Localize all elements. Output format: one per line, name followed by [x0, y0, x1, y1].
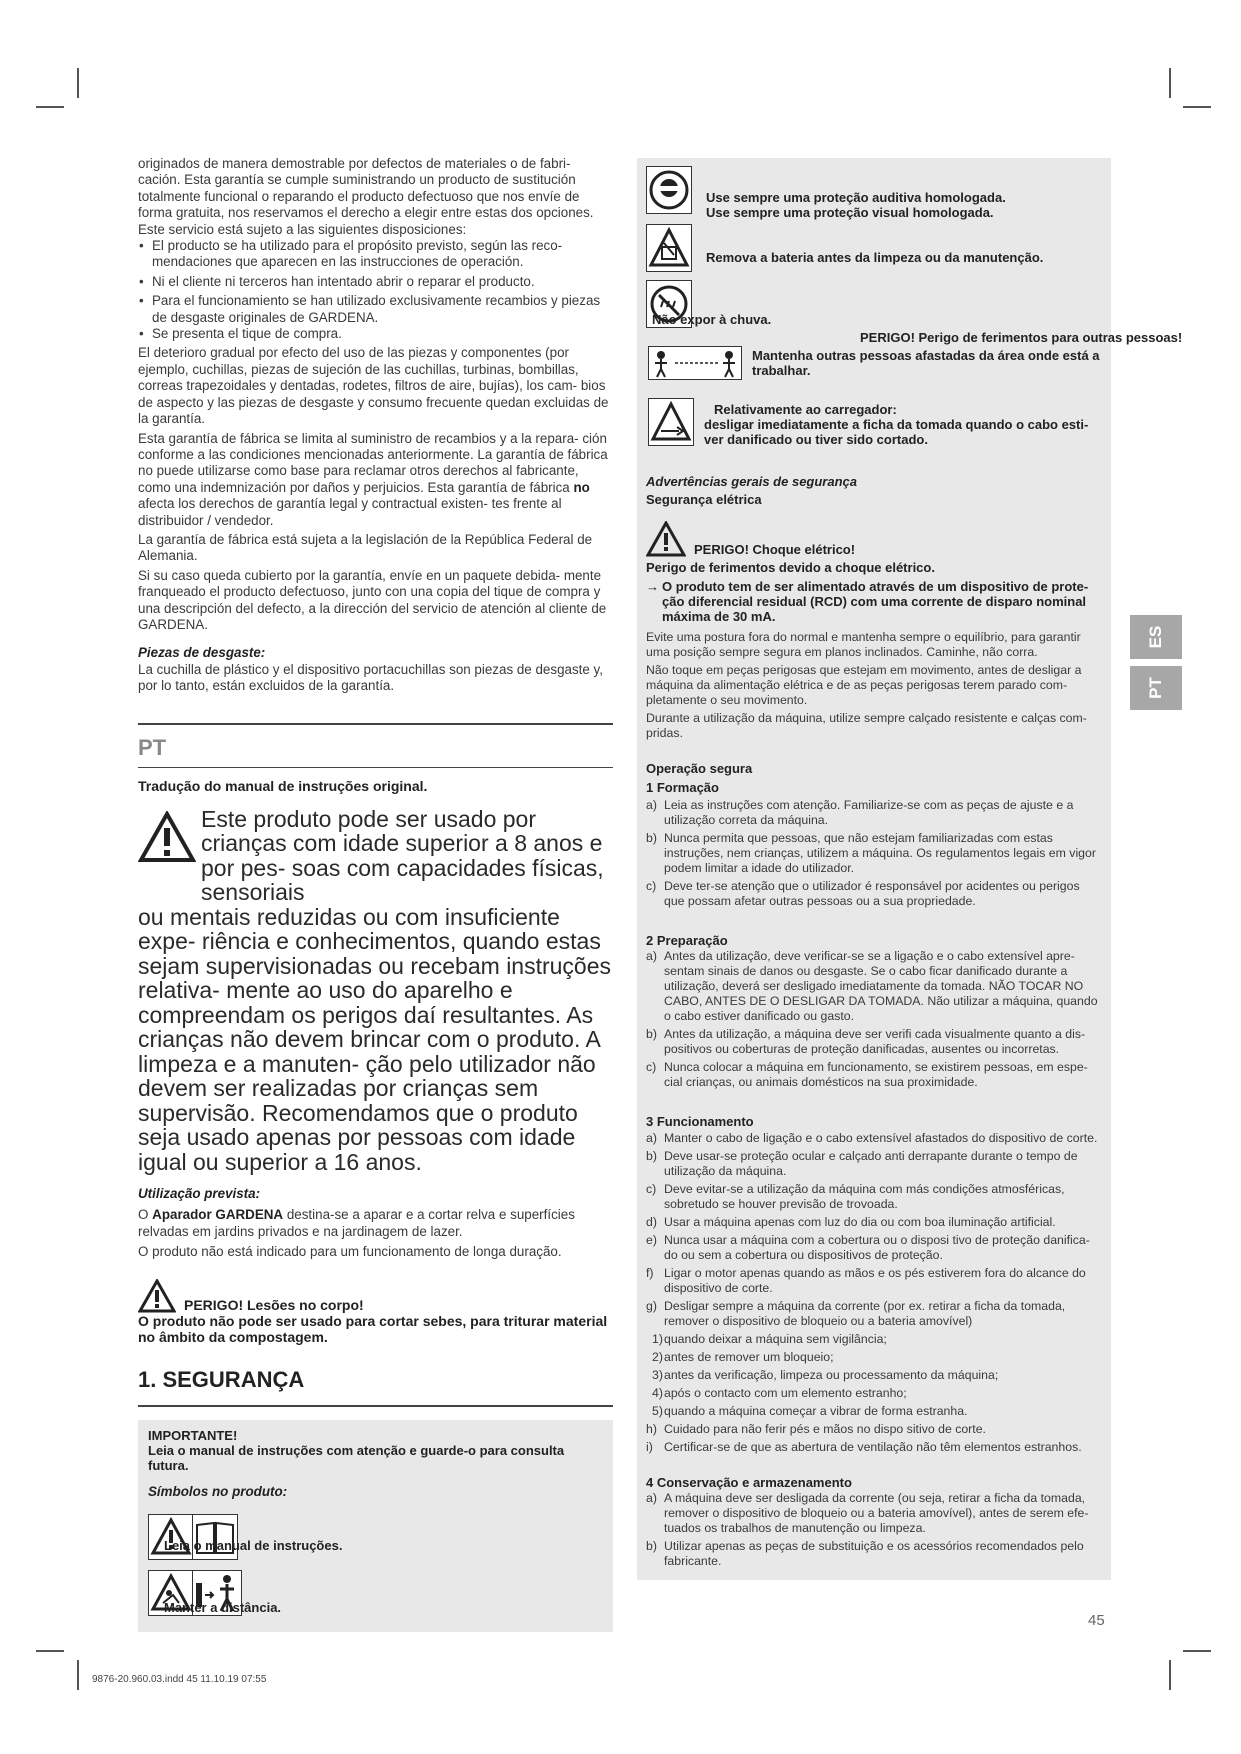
es-wear-parts-title: Piezas de desgaste:: [138, 645, 266, 661]
es-warranty-intro: originados de manera demostrable por defectos de materiales o de fabri- cación. Esta garantía se cumple suministrando un producto de sustitución totalmente funcional o reparando el producto defectuoso que nos envíe de forma gratuita, nos reservamos el derecho a elegir entre estas dos opciones. Este servicio está sujeto a las siguientes disposiciones:: [138, 156, 594, 237]
rcd-requirement: [646, 579, 1102, 624]
moving-parts-paragraph: Não toque em peças perigosas que estejam em movimento, antes de desligar a máquina da alimentação elétrica e de as peças perigosas terem parado com- pletamente o seu movimento.: [646, 663, 1082, 708]
divider: [138, 723, 613, 725]
other-persons-text: Mantenha outras pessoas afastadas da área onde está a trabalhar.: [752, 348, 1100, 378]
es-factory-warranty-paragraph: [138, 431, 613, 529]
item-text: Antes da utilização, deve verificar-se se a ligação e o cabo extensível apre- sentam sinais de danos ou desgaste. Se o cabo ficar danificado durante a utilização, deverá ser desligado imediatamente da tomada. NÃO TOCAR NO CABO, ANTES DE O DESLIGAR DA TOMADA. Não utilizar a máquina, quando o cabo estiver danificado ou gasto.: [664, 949, 1098, 1024]
print-footer: 9876-20.960.03.indd 45 11.10.19 07:55: [92, 1674, 267, 1685]
manual-symbol: [192, 1514, 238, 1560]
symbols-title: Símbolos no produto:: [148, 1483, 288, 1499]
electric-shock-warning: [646, 521, 1102, 557]
list-item: [646, 1149, 1102, 1179]
battery-symbol: [646, 224, 692, 272]
item-text: Deve ter-se atenção que o utilizador é responsável por acidentes ou perigos que possam afetar outras pessoas ou a sua propriedade.: [664, 879, 1080, 909]
other-persons-title: PERIGO! Perigo de ferimentos para outras pessoas!: [860, 330, 1183, 345]
symbol-charger: [646, 388, 1102, 460]
symbol-protection-text: [706, 190, 1006, 220]
item-text: Nunca colocar a máquina em funcionamento, se existirem pessoas, em espe- cial crianças, ou animais domésticos na sua proximidade.: [664, 1060, 1088, 1090]
item-label: c): [646, 1181, 657, 1196]
language-tab-es[interactable]: [1130, 615, 1182, 659]
symbol-remove-battery: [646, 218, 1102, 274]
list-item: [646, 1299, 1102, 1329]
warning-triangle-icon: [646, 521, 686, 557]
clothing-paragraph: Durante a utilização da máquina, utilize sempre calçado resistente e calças com- pridas.: [646, 711, 1087, 741]
symbol-keep-distance-label: Manter a distância.: [164, 1600, 282, 1616]
crop-mark: [77, 68, 79, 98]
left-column: [138, 156, 613, 1632]
safety-section-title: 1. SEGURANÇA: [138, 1367, 305, 1393]
training-list: [646, 798, 1102, 909]
charger-warning-icon: [649, 399, 693, 445]
ear-eye-protection-icon: [647, 167, 691, 213]
list-item: [646, 1182, 1102, 1212]
list-item: [646, 1440, 1102, 1455]
important-title: IMPORTANTE!: [148, 1427, 238, 1443]
list-item: • Ni el cliente ni terceros han intentado abrir o reparar el producto.: [138, 274, 613, 290]
child-safety-text-first: Este produto pode ser usado por crianças com idade superior a 8 anos e por pes- soas com capacidades físicas, sensoriais: [201, 805, 604, 905]
item-text: Deve usar-se proteção ocular e calçado anti derrapante durante o tempo de utilização da máquina.: [664, 1148, 1078, 1178]
symbol-other-persons: [646, 328, 1183, 388]
es-wear-parts-text: La cuchilla de plástico y el dispositivo portacuchillas son piezas de desgaste y, por lo tanto, están excluidos de la garantía.: [138, 661, 603, 694]
item-text: Manter o cabo de ligação e o cabo extensível afastados do dispositivo de corte.: [664, 1130, 1098, 1145]
battery-warning-icon: [647, 225, 691, 271]
item-text: Nunca permita que pessoas, que não estejam familiarizadas com estas instruções, nem crianças, utilizem a máquina. Os regulamentos legais em vigor podem limitar a idade do utilizador.: [664, 831, 1096, 876]
list-item: [646, 879, 1102, 909]
list-item: [646, 1422, 1102, 1437]
item-text: antes de remover um bloqueio;: [664, 1349, 834, 1364]
item-label: a): [646, 798, 657, 813]
item-label: c): [646, 879, 657, 894]
crop-mark: [1183, 106, 1211, 108]
charger-text: [704, 402, 1102, 447]
list-item: [646, 949, 1102, 1024]
item-text: antes da verificação, limpeza ou processamento da máquina;: [664, 1367, 999, 1382]
list-item: [646, 1404, 1102, 1419]
item-label: g): [646, 1298, 657, 1313]
item-text: Utilizar apenas as peças de substituição e os acessórios recomendados pelo fabricante.: [664, 1539, 1084, 1569]
item-label: c): [646, 1060, 657, 1075]
hearing-protection-label: Use sempre uma proteção auditiva homologada.: [706, 190, 1006, 205]
item-text: Deve evitar-se a utilização da máquina com más condições atmosféricas, sobretudo se houver previsão de trovoada.: [664, 1181, 1065, 1211]
electric-shock-subtitle: Perigo de ferimentos devido a choque elétrico.: [646, 559, 935, 575]
list-item: [646, 1060, 1102, 1090]
electric-shock-title: PERIGO! Choque elétrico!: [694, 541, 856, 557]
list-item: [646, 1386, 1102, 1401]
es-factory-warranty-text-b: afecta los derechos de garantía legal y contractual existen- tes frente al distribuidor / vendedor.: [138, 496, 562, 528]
maintenance-list: [646, 1491, 1102, 1569]
item-text: Usar a máquina apenas com luz do dia ou com boa iluminação artificial.: [664, 1214, 1056, 1229]
item-label: 1): [652, 1331, 663, 1346]
crop-mark: [36, 1650, 64, 1652]
protection-symbol: [646, 166, 692, 214]
safe-operation-title: Operação segura: [646, 761, 753, 777]
danger-injury-block: [138, 1279, 613, 1346]
es-conditions-list: [138, 238, 613, 342]
danger-injury-title: PERIGO! Lesões no corpo!: [184, 1296, 364, 1313]
item-label: f): [646, 1265, 654, 1280]
list-item: • Para el funcionamiento se han utilizado exclusivamente recambios y piezas de desgaste originales de GARDENA.: [138, 293, 613, 326]
item-label: 2): [652, 1349, 663, 1364]
remove-battery-label: Remova a bateria antes da limpeza ou da manutenção.: [706, 250, 1044, 265]
list-item: [646, 1215, 1102, 1230]
language-tab-pt[interactable]: [1130, 666, 1182, 710]
symbol-keep-distance: [148, 1570, 603, 1620]
symbol-no-rain: [646, 274, 1102, 328]
language-tab-es-label: ES: [1146, 625, 1165, 649]
child-safety-warning: [138, 807, 613, 1175]
warning-triangle-icon: [138, 811, 196, 863]
item-label: e): [646, 1232, 657, 1247]
item-label: 5): [652, 1403, 663, 1418]
list-item: [646, 1233, 1102, 1263]
pt-intended-use-a: O: [138, 1207, 149, 1223]
list-item: [646, 1131, 1102, 1146]
list-item: [646, 1027, 1102, 1057]
item-text: quando deixar a máquina sem vigilância;: [664, 1331, 887, 1346]
list-item: [646, 1266, 1102, 1296]
item-text: Nunca usar a máquina com a cobertura ou o disposi tivo de proteção danifica- do ou sem a cobertura ou dispositivos de proteção.: [664, 1232, 1090, 1262]
pt-duration-note: O produto não está indicado para um funcionamento de longa duração.: [138, 1244, 562, 1260]
language-tab-pt-label: PT: [1146, 677, 1165, 699]
item-label: d): [646, 1214, 657, 1229]
eye-protection-label: Use sempre uma proteção visual homologada.: [706, 205, 994, 220]
list-item: [646, 1491, 1102, 1536]
important-text: Leia o manual de instruções com atenção e guarde-o para consulta futura.: [148, 1442, 565, 1473]
charger-instruction: desligar imediatamente a ficha da tomada quando o cabo esti- ver danificado ou tiver sido cortado.: [704, 417, 1089, 447]
item-label: 4): [652, 1385, 663, 1400]
preparation-title: 2 Preparação: [646, 933, 728, 949]
symbol-read-manual-label: Leia o manual de instruções.: [164, 1538, 343, 1554]
crop-mark: [36, 106, 64, 108]
symbol-protection: [646, 160, 1102, 218]
no-rain-label: Não expor à chuva.: [652, 312, 772, 327]
item-label: h): [646, 1421, 657, 1436]
crop-mark: [1169, 68, 1171, 98]
posture-paragraph: Evite uma postura fora do normal e mantenha sempre o equilíbrio, para garantir uma posição sempre segura em planos inclinados. Caminhe, não corra.: [646, 630, 1081, 660]
maintenance-title: 4 Conservação e armazenamento: [646, 1474, 852, 1490]
item-label: a): [646, 1491, 657, 1506]
operation-title: 3 Funcionamento: [646, 1114, 754, 1130]
list-item: [646, 1368, 1102, 1383]
warning-symbol: [148, 1514, 194, 1560]
item-label: a): [646, 1130, 657, 1145]
child-safety-text-rest: ou mentais reduzidas ou com insuficiente expe- riência e conhecimentos, quando estas sejam supervisionadas ou recebam instruções relativa- mente ao uso do aparelho e compreendam os perigos daí resultantes. As crianças não devem brincar com o produto. A limpeza e a manuten- ção pelo utilizador não devem ser realizadas por crianças sem supervisão. Recomendamos que o produto seja usado apenas por pessoas com idade igual ou superior a 16 anos.: [138, 903, 612, 1175]
pt-intended-use-text: [138, 1207, 613, 1240]
es-wear-paragraph: El deterioro gradual por efecto del uso de las piezas y componentes (por ejemplo, cuchillas, piezas de sujeción de las cuchillas, turbinas, bombillas, correas trapezoidales y dentadas, rodetes, filtros de aire, bujías), los cam- bios de aspecto y las piezas de desgaste y consumo frecuente quedan excluidas de la garantía.: [138, 345, 609, 427]
warning-triangle-icon: [138, 1279, 176, 1313]
item-label: b): [646, 1148, 657, 1163]
list-item: [646, 831, 1102, 876]
item-label: i): [646, 1439, 653, 1454]
general-warnings-title: Advertências gerais de segurança: [646, 474, 857, 489]
list-item: [646, 1350, 1102, 1365]
symbol-read-manual: [148, 1508, 603, 1566]
list-item: [646, 1332, 1102, 1347]
electrical-safety-title: Segurança elétrica: [646, 492, 762, 508]
rcd-requirement-text: O produto tem de ser alimentado através de um dispositivo de prote- ção diferencial residual (RCD) com uma corrente de disparo nominal máxima de 30 mA.: [662, 579, 1089, 625]
crop-mark: [77, 1660, 79, 1690]
important-box: [138, 1420, 613, 1632]
list-item: [646, 798, 1102, 828]
item-text: Cuidado para não ferir pés e mãos no dispo sitivo de corte.: [664, 1421, 986, 1436]
charger-symbol: [648, 398, 694, 446]
item-text: Certificar-se de que as abertura de ventilação não têm elementos estranhos.: [664, 1439, 1082, 1454]
list-item: • Se presenta el tique de compra.: [138, 326, 613, 342]
page-number: 45: [1088, 1612, 1105, 1629]
item-text: Leia as instruções com atenção. Familiarize-se com as peças de ajuste e a utilização correta da máquina.: [664, 798, 1074, 828]
item-label: b): [646, 1027, 657, 1042]
charger-title: Relativamente ao carregador:: [714, 402, 897, 417]
pt-product-name: Aparador GARDENA: [152, 1207, 284, 1223]
item-text: após o contacto com um elemento estranho;: [664, 1385, 907, 1400]
divider: [138, 767, 613, 769]
pt-intended-use-title: Utilização prevista:: [138, 1186, 261, 1201]
es-law-paragraph: La garantía de fábrica está sujeta a la legislación de la República Federal de Alemania.: [138, 531, 593, 564]
keep-away-persons-icon: [649, 347, 741, 379]
item-text: Desligar sempre a máquina da corrente (por ex. retirar a ficha da tomada, remover o dispositivo de bloqueio ou a bateria amovível): [664, 1298, 1066, 1328]
crop-mark: [1169, 1660, 1171, 1690]
item-text: quando a máquina começar a vibrar de forma estranha.: [664, 1403, 968, 1418]
list-item: • El producto se ha utilizado para el propósito previsto, según las reco- mendaciones que aparecen en las instrucciones de operación.: [138, 238, 613, 271]
list-item: [646, 1539, 1102, 1569]
danger-injury-text: O produto não pode ser usado para cortar sebes, para triturar material no âmbito da compostagem.: [138, 1312, 608, 1346]
pt-heading: PT: [138, 734, 167, 760]
item-label: b): [646, 831, 657, 846]
item-label: a): [646, 949, 657, 964]
es-factory-warranty-text-a: Esta garantía de fábrica se limita al suministro de recambios y a la repara- ción conforme a las condiciones mencionadas anteriormente. La garantía de fábrica no puede utilizarse como base para reclamar otros derechos al fabricante, como una indemnización por daños y perjuicios. Esta garantía de fábrica: [138, 430, 608, 495]
training-title: 1 Formação: [646, 779, 719, 795]
item-label: b): [646, 1539, 657, 1554]
item-text: A máquina deve ser desligada da corrente (ou seja, retirar a ficha da tomada, remover o dispositivo de bloqueio ou a bateria amovível), antes de serem efe- tuados os trabalhos de manutenção ou limpeza.: [664, 1491, 1089, 1536]
preparation-list: [646, 949, 1102, 1090]
persons-symbol: [648, 346, 742, 380]
pt-intended-use-b: destina-se a aparar e a cortar relva e superfícies relvadas em jardins privados e na jardinagem de lazer.: [138, 1207, 575, 1239]
item-text: Antes da utilização, a máquina deve ser verifi cada visualmente quanto a dis- positivos ou coberturas de proteção danificadas, ausentes ou incorretas.: [664, 1027, 1086, 1057]
operation-list: [646, 1131, 1102, 1455]
crop-mark: [1183, 1650, 1211, 1652]
arrow-right-icon: →: [646, 579, 659, 595]
divider: [138, 1405, 613, 1407]
es-factory-warranty-bold: no: [573, 479, 590, 495]
pt-translation-note: Tradução do manual de instruções original.: [138, 778, 428, 795]
es-claim-paragraph: Si su caso queda cubierto por la garantía, envíe en un paquete debida- mente franqueado el producto defectuoso, junto con una copia del tique de compra y una descripción del defecto, a la dirección del servicio de atención al cliente de GARDENA.: [138, 567, 607, 632]
item-text: Ligar o motor apenas quando as mãos e os pés estiverem fora do alcance do dispositivo de corte.: [664, 1265, 1086, 1295]
item-label: 3): [652, 1367, 663, 1382]
